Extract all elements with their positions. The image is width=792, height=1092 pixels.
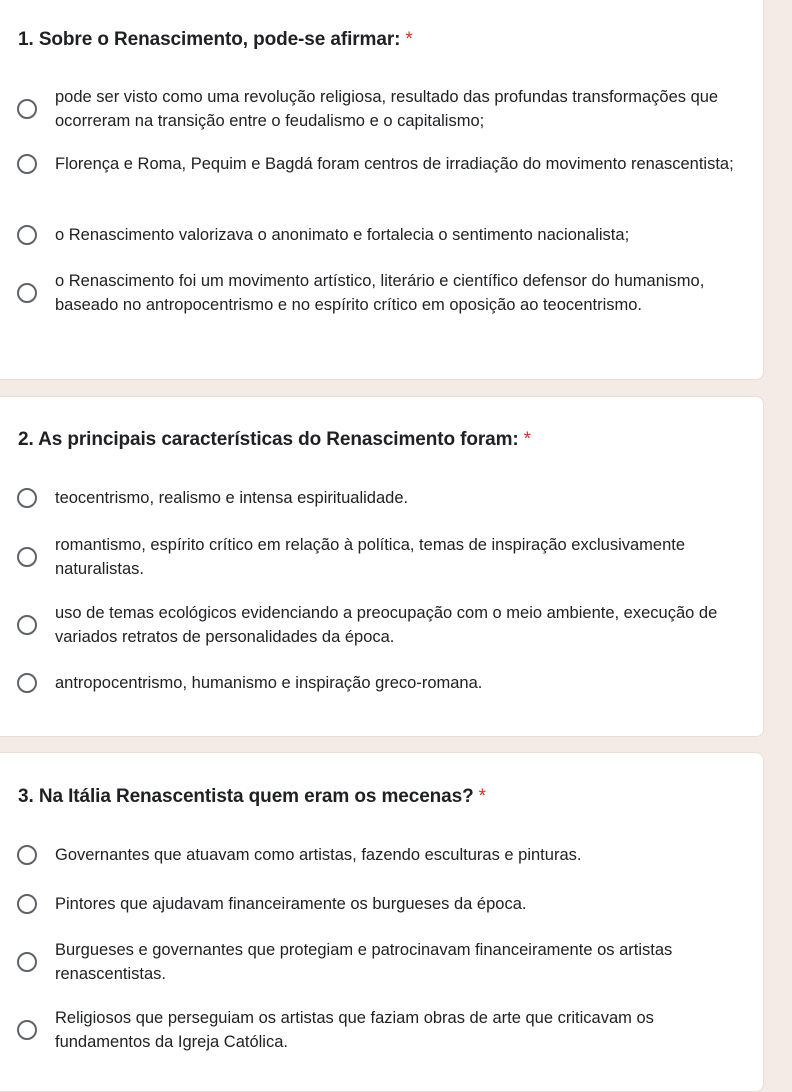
question-title-text: 1. Sobre o Renascimento, pode-se afirmar: [18, 29, 401, 50]
question-card-3 [0, 752, 764, 1092]
radio-option[interactable] [17, 938, 737, 986]
option-label: Governantes que atuavam como artistas, fazendo esculturas e pinturas. [55, 846, 582, 864]
radio-button[interactable] [17, 845, 37, 865]
radio-option[interactable] [17, 223, 737, 247]
question-title-text: 2. As principais características do Renascimento foram: [18, 429, 519, 450]
radio-button[interactable] [17, 547, 37, 567]
option-label: uso de temas ecológicos evidenciando a preocupação com o meio ambiente, execução de variados retratos de personalidades da época. [55, 604, 718, 646]
option-label: Florença e Roma, Pequim e Bagdá foram centros de irradiação do movimento renascentista; [55, 155, 734, 173]
question-title [18, 29, 413, 51]
option-label: antropocentrismo, humanismo e inspiração greco-romana. [55, 674, 483, 692]
question-card-1 [0, 0, 764, 380]
option-label: pode ser visto como uma revolução religiosa, resultado das profundas transformações que ocorreram na transição entre o feudalismo e o capitalismo; [55, 88, 719, 130]
option-label: teocentrismo, realismo e intensa espiritualidade. [55, 489, 409, 507]
required-asterisk: * [523, 429, 531, 450]
radio-option[interactable] [17, 486, 737, 510]
required-asterisk: * [478, 786, 486, 807]
radio-button[interactable] [17, 225, 37, 245]
radio-button[interactable] [17, 99, 37, 119]
radio-option[interactable] [17, 892, 737, 916]
radio-button[interactable] [17, 154, 37, 174]
option-label: Burgueses e governantes que protegiam e patrocinavam financeiramente os artistas renascentistas. [55, 941, 673, 983]
radio-button[interactable] [17, 488, 37, 508]
radio-option[interactable] [17, 152, 737, 176]
radio-option[interactable] [17, 601, 737, 649]
required-asterisk: * [405, 29, 413, 50]
question-card-2 [0, 396, 764, 737]
radio-button[interactable] [17, 673, 37, 693]
radio-button[interactable] [17, 952, 37, 972]
option-label: o Renascimento foi um movimento artístico, literário e científico defensor do humanismo, baseado no antropocentrismo e no espírito crítico em oposição ao teocentrismo. [55, 272, 705, 314]
radio-option[interactable] [17, 671, 737, 695]
radio-option[interactable] [17, 843, 737, 867]
radio-button[interactable] [17, 283, 37, 303]
option-label: Religiosos que perseguiam os artistas que faziam obras de arte que criticavam os fundamentos da Igreja Católica. [55, 1009, 654, 1051]
question-title [18, 786, 486, 808]
radio-option[interactable] [17, 85, 737, 133]
question-title [18, 429, 531, 451]
option-label: Pintores que ajudavam financeiramente os burgueses da época. [55, 895, 527, 913]
radio-button[interactable] [17, 615, 37, 635]
radio-button[interactable] [17, 1020, 37, 1040]
radio-option[interactable] [17, 269, 737, 317]
option-label: o Renascimento valorizava o anonimato e fortalecia o sentimento nacionalista; [55, 226, 630, 244]
radio-button[interactable] [17, 894, 37, 914]
radio-option[interactable] [17, 533, 737, 581]
option-label: romantismo, espírito crítico em relação à política, temas de inspiração exclusivamente naturalistas. [55, 536, 686, 578]
question-title-text: 3. Na Itália Renascentista quem eram os mecenas? [18, 786, 474, 807]
radio-option[interactable] [17, 1006, 737, 1054]
